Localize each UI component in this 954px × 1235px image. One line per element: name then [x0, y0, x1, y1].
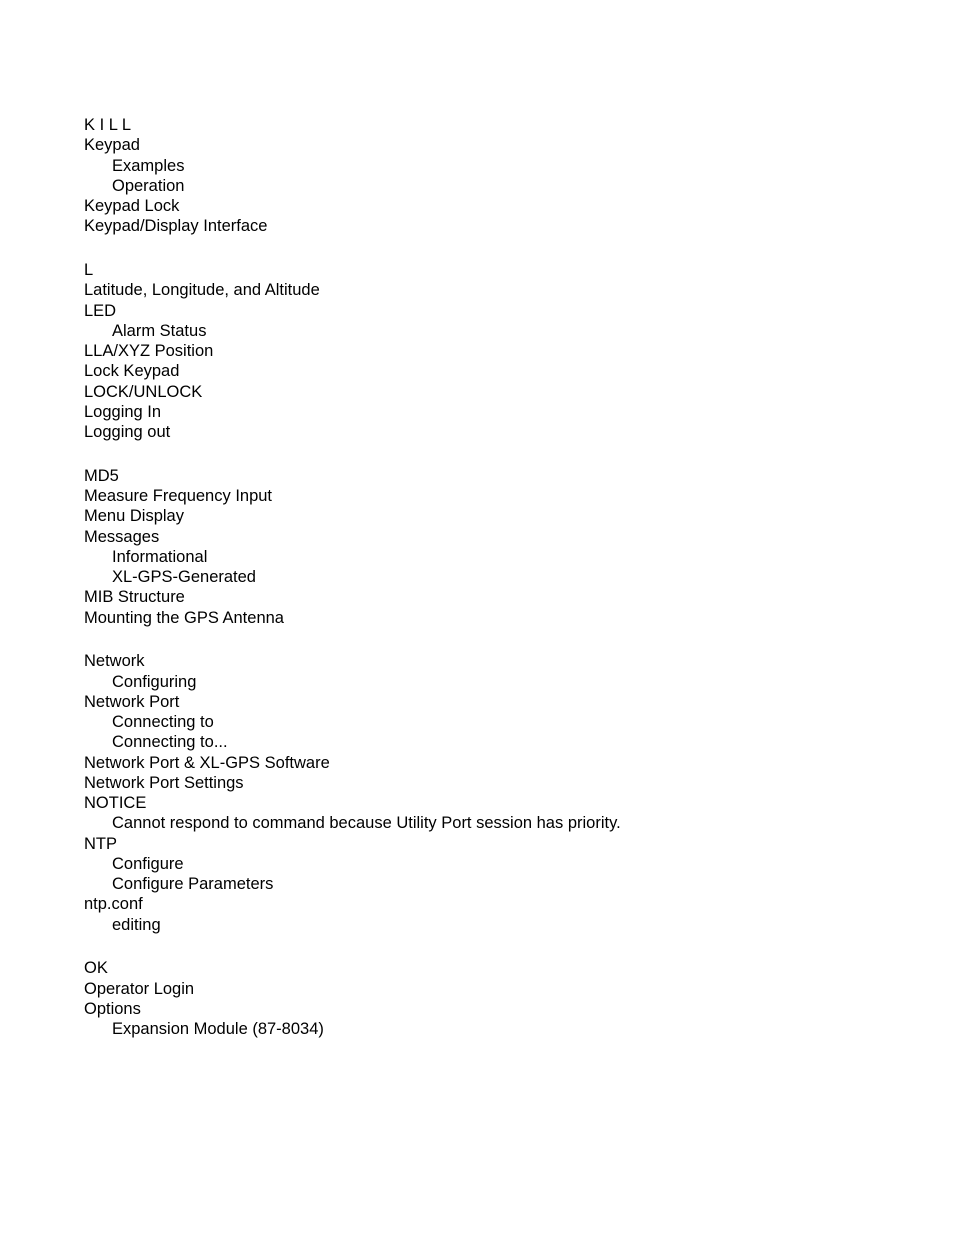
index-term: Keypad Lock — [84, 197, 180, 215]
index-term: LOCK/UNLOCK — [84, 382, 203, 401]
index-term: MIB Structure — [84, 588, 185, 607]
index-subterm: Configure Parameters — [112, 875, 274, 893]
index-heading: MD5 — [84, 466, 119, 485]
index-term: Lock Keypad — [84, 362, 180, 381]
index-subterm: Configure — [112, 854, 184, 873]
index-term: Operator Login — [84, 979, 195, 998]
index-subterm: Expansion Module (87-8034) — [112, 1020, 324, 1038]
index-term: Logging out — [84, 423, 171, 441]
index-section-l — [84, 260, 944, 442]
index-term: Network Port & XL-GPS Software — [84, 753, 330, 772]
index-term: Messages — [84, 527, 160, 546]
index-term: NTP — [84, 834, 117, 853]
index-term: NOTICE — [84, 794, 147, 812]
index-section-n — [84, 651, 944, 935]
index-term: ntp.conf — [84, 895, 143, 914]
index-section-m — [84, 466, 944, 628]
index-term: Menu Display — [84, 507, 184, 526]
index-subterm: Connecting to — [112, 713, 214, 731]
index-term: Keypad/Display Interface — [84, 217, 268, 236]
index-heading: OK — [84, 959, 108, 978]
index-subterm: XL-GPS-Generated — [112, 568, 256, 586]
index-term: Options — [84, 999, 141, 1018]
index-subterm: Operation — [112, 176, 185, 195]
index-term: Network Port — [84, 692, 180, 711]
index-term: Logging In — [84, 402, 162, 421]
index-heading: K I L L — [84, 116, 132, 134]
index-term: Measure Frequency Input — [84, 487, 273, 505]
index-section-k — [84, 115, 944, 237]
index-section-o — [84, 958, 944, 1039]
index-heading: L — [84, 261, 94, 279]
index-subterm: Examples — [112, 156, 185, 175]
index-page — [84, 115, 944, 1039]
index-subterm: Alarm Status — [112, 321, 207, 340]
index-term: Keypad — [84, 136, 140, 155]
index-heading: Network — [84, 652, 145, 671]
index-term: Network Port Settings — [84, 773, 244, 792]
index-term: Mounting the GPS Antenna — [84, 608, 284, 627]
index-subterm: editing — [112, 915, 161, 934]
index-subterm: Configuring — [112, 672, 197, 691]
index-term: LLA/XYZ Position — [84, 342, 214, 360]
index-subterm: Connecting to... — [112, 733, 228, 752]
index-subterm: Informational — [112, 547, 208, 566]
index-subterm: Cannot respond to command because Utility Port session has priority. — [112, 814, 621, 833]
index-term: LED — [84, 301, 117, 320]
index-term: Latitude, Longitude, and Altitude — [84, 281, 320, 300]
